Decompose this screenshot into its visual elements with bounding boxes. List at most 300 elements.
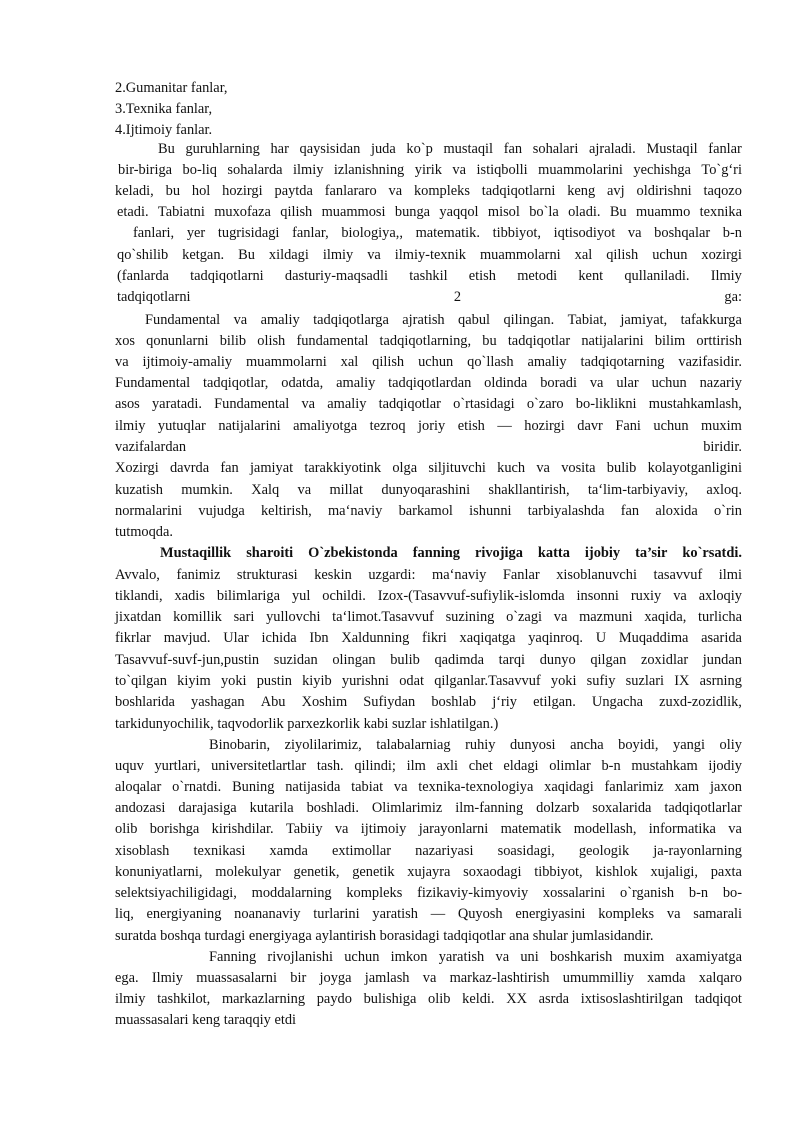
word: talabalarniag bbox=[376, 737, 451, 753]
word: mustahkamlash, bbox=[648, 396, 742, 412]
word: — bbox=[497, 418, 512, 434]
word: dunyoqarashini bbox=[381, 482, 471, 498]
word: texnika-texnologiya bbox=[418, 779, 534, 795]
word: keng bbox=[567, 183, 596, 199]
word: darajasiga bbox=[178, 800, 237, 816]
word: fan bbox=[620, 503, 640, 519]
word: va bbox=[536, 460, 550, 476]
word: Abu bbox=[260, 694, 286, 710]
word: kompleks bbox=[413, 183, 470, 199]
word: IX bbox=[674, 673, 690, 689]
word: yaratadi. bbox=[151, 396, 202, 412]
word: va bbox=[728, 821, 742, 837]
word: kiyib bbox=[302, 673, 332, 689]
word: jarayonlarni bbox=[418, 821, 489, 837]
text-line bbox=[115, 628, 742, 648]
word: yoki bbox=[550, 673, 577, 689]
word: mavjud. bbox=[163, 630, 211, 646]
word: muammolarni bbox=[479, 247, 561, 263]
word: o`rin bbox=[713, 503, 742, 519]
text-line bbox=[145, 310, 742, 330]
word: oldirishni bbox=[636, 183, 692, 199]
word: xisoblanuvchi bbox=[556, 567, 637, 583]
word: qonunlarni bbox=[146, 333, 209, 349]
word: markazlarning bbox=[221, 991, 306, 1007]
word: ko`p bbox=[406, 141, 433, 157]
word: istiqbolli bbox=[476, 162, 528, 178]
word: natijalarini bbox=[218, 418, 281, 434]
word: shakllantirish, bbox=[488, 482, 570, 498]
word: juda bbox=[370, 141, 396, 157]
word: misol bbox=[487, 204, 520, 220]
word: Mustaqil bbox=[646, 141, 698, 157]
word: aloqalar bbox=[115, 779, 162, 795]
word: uni bbox=[520, 949, 539, 965]
word: ma‘naviy bbox=[327, 503, 383, 519]
word: millat bbox=[329, 482, 364, 498]
word: matematik bbox=[500, 821, 562, 837]
word: tadqiqotarning bbox=[580, 354, 665, 370]
word: xozirgi bbox=[701, 247, 742, 263]
word: vazifalardan bbox=[115, 439, 187, 455]
word: Bu bbox=[238, 247, 255, 263]
word: mustahkam bbox=[631, 758, 698, 774]
word: moddalarning bbox=[251, 885, 332, 901]
word: markaz-lashtirish bbox=[449, 970, 550, 986]
word: fanlari, bbox=[133, 225, 175, 241]
word: tadqiqotlarning, bbox=[379, 333, 472, 349]
word: Tasavvuf-suvf-jun,pustin bbox=[115, 652, 260, 668]
word: bo`la bbox=[529, 204, 559, 220]
word: kirishdilar. bbox=[211, 821, 274, 837]
word: b-n bbox=[601, 758, 621, 774]
word: konuniyatlarni, bbox=[115, 864, 203, 880]
text-line bbox=[117, 266, 742, 286]
word: nazariy bbox=[699, 375, 742, 391]
word: qo`llash bbox=[467, 354, 514, 370]
word: yaratish bbox=[438, 949, 485, 965]
word: amaliy bbox=[336, 375, 376, 391]
word: va bbox=[393, 779, 408, 795]
word: paxta bbox=[710, 864, 742, 880]
word: ixtisoslashtirilgan bbox=[580, 991, 684, 1007]
word: muxofaza bbox=[214, 204, 271, 220]
word: fikrlar bbox=[115, 630, 151, 646]
word: soxalarida bbox=[592, 800, 652, 816]
word: j‘riy bbox=[492, 694, 517, 710]
word: va bbox=[422, 970, 437, 986]
word: fanlararo bbox=[324, 183, 377, 199]
word: va bbox=[297, 482, 312, 498]
text-line bbox=[115, 968, 742, 988]
word: fundamental bbox=[296, 333, 369, 349]
word: boshkarish bbox=[549, 949, 613, 965]
word: qilish bbox=[280, 204, 313, 220]
word: bulib bbox=[606, 460, 637, 476]
text-line bbox=[115, 501, 742, 521]
word: etilgan. bbox=[533, 694, 576, 710]
word: b-n bbox=[688, 885, 709, 901]
word: xaqidagi bbox=[544, 779, 594, 795]
word: bir bbox=[290, 970, 307, 986]
word: tadqiqotlar bbox=[378, 396, 441, 412]
word: olimlar bbox=[549, 758, 591, 774]
word: genetik, bbox=[293, 864, 340, 880]
word: orttirish bbox=[696, 333, 742, 349]
word: b-n bbox=[722, 225, 742, 241]
word: axli bbox=[436, 758, 459, 774]
word: ega. bbox=[115, 970, 139, 986]
word: ilmiy-texnik bbox=[394, 247, 466, 263]
word: xaqiqatga bbox=[459, 630, 516, 646]
word: Fani bbox=[615, 418, 641, 434]
word: suzining bbox=[445, 609, 495, 625]
word: fizikaviy-kimyoviy bbox=[417, 885, 529, 901]
word: tabiat bbox=[351, 779, 384, 795]
word: ko`rsatdi. bbox=[682, 545, 742, 561]
word: liq, bbox=[115, 906, 134, 922]
word: va bbox=[452, 162, 467, 178]
word: kishlok bbox=[595, 864, 638, 880]
word: ilmi bbox=[718, 567, 742, 583]
word: yirik bbox=[414, 162, 442, 178]
word: ja-rayonlarning bbox=[653, 843, 742, 859]
word: suzlari bbox=[625, 673, 665, 689]
word: ishunni bbox=[469, 503, 512, 519]
word: va bbox=[388, 183, 403, 199]
text-line bbox=[115, 904, 742, 924]
word: qaysisidan bbox=[299, 141, 361, 157]
word: tiklandi, bbox=[115, 588, 163, 604]
word: texnikasi bbox=[193, 843, 246, 859]
word: tadqiqotlar, bbox=[203, 375, 269, 391]
word: etish bbox=[468, 268, 496, 284]
text-line bbox=[115, 416, 742, 436]
word: qadimda bbox=[434, 652, 484, 668]
word: turlicha bbox=[698, 609, 742, 625]
word: Ungacha bbox=[591, 694, 644, 710]
word: ular bbox=[616, 375, 639, 391]
text-line bbox=[115, 756, 742, 776]
word: tash. bbox=[316, 758, 344, 774]
word: xadis bbox=[174, 588, 205, 604]
text-line bbox=[158, 139, 742, 159]
word: sufiy bbox=[586, 673, 616, 689]
word: Ilmiy bbox=[710, 268, 742, 284]
word: muammosi bbox=[321, 204, 386, 220]
word: va bbox=[115, 354, 129, 370]
word: yaqqol bbox=[439, 204, 479, 220]
text-line bbox=[115, 586, 742, 606]
word: universitetlartlar bbox=[211, 758, 307, 774]
word: jamlash bbox=[364, 970, 410, 986]
word: fan bbox=[503, 141, 523, 157]
word: ketgan. bbox=[182, 247, 225, 263]
word: Xozirgi bbox=[115, 460, 159, 476]
word: tadqiqotlarni bbox=[117, 289, 191, 305]
word: yullovchi bbox=[266, 609, 321, 625]
text-line bbox=[115, 883, 742, 903]
word: Tabiat, bbox=[567, 312, 607, 328]
word: rivojlanishi bbox=[267, 949, 333, 965]
word: sohalarda bbox=[227, 162, 283, 178]
word: biridir. bbox=[703, 439, 742, 455]
word: asos bbox=[115, 396, 140, 412]
word: jamiyat, bbox=[620, 312, 668, 328]
word: tadqiqotlarga bbox=[313, 312, 389, 328]
word: molekulyar bbox=[215, 864, 281, 880]
word: strukturasi bbox=[236, 567, 298, 583]
word: sari bbox=[233, 609, 255, 625]
word: Fundamental bbox=[145, 312, 221, 328]
word: tafakkurga bbox=[680, 312, 742, 328]
word: hol bbox=[191, 183, 211, 199]
word: tadqiqotlar bbox=[507, 333, 571, 349]
word: Ibn bbox=[309, 630, 329, 646]
text-line bbox=[115, 841, 742, 861]
word: kuch bbox=[497, 460, 526, 476]
word: Buning bbox=[232, 779, 275, 795]
word: yaratish bbox=[372, 906, 418, 922]
text-line bbox=[115, 480, 742, 500]
text-line bbox=[117, 245, 742, 265]
word: amaliy bbox=[260, 312, 300, 328]
word: yoki bbox=[220, 673, 247, 689]
word: olingan bbox=[332, 652, 376, 668]
word: genetik bbox=[352, 864, 395, 880]
word: bilib bbox=[219, 333, 247, 349]
word: etish bbox=[457, 418, 485, 434]
text-line bbox=[115, 650, 742, 670]
word: bo-liklikni bbox=[575, 396, 637, 412]
word: bilimlariga bbox=[216, 588, 280, 604]
word: yechishga bbox=[633, 162, 691, 178]
word: O`zbekistonda bbox=[308, 545, 398, 561]
word: To`g‘ri bbox=[701, 162, 742, 178]
word: Ular bbox=[223, 630, 249, 646]
word: uchun bbox=[653, 418, 689, 434]
word: fanimiz bbox=[176, 567, 221, 583]
text-line bbox=[115, 777, 742, 797]
word: kolayotganligini bbox=[647, 460, 742, 476]
word: biologiya,, bbox=[341, 225, 403, 241]
word: Binobarin, bbox=[209, 737, 271, 753]
word: XX bbox=[506, 991, 527, 1007]
word: vujudga bbox=[198, 503, 245, 519]
word: vosita bbox=[561, 460, 596, 476]
word: Sufiydan bbox=[363, 694, 416, 710]
word: o`zaro bbox=[526, 396, 564, 412]
word: to`qilgan bbox=[115, 673, 167, 689]
word: o`rganish bbox=[620, 885, 675, 901]
word: tadqiqot bbox=[694, 991, 742, 1007]
text-line bbox=[133, 223, 742, 243]
word: ilm-fanning bbox=[455, 800, 524, 816]
word: kuzatish bbox=[115, 482, 163, 498]
word: kompleks bbox=[598, 906, 655, 922]
text-line bbox=[115, 458, 742, 478]
word: va bbox=[589, 375, 604, 391]
word: amaliyotga bbox=[293, 418, 358, 434]
word: ajraladi. bbox=[589, 141, 636, 157]
word: mustaqil bbox=[443, 141, 494, 157]
text-line bbox=[115, 862, 742, 882]
word: xaqida, bbox=[644, 609, 687, 625]
word: normalarini bbox=[115, 503, 183, 519]
word: tashkilot, bbox=[157, 991, 211, 1007]
word: joriy bbox=[418, 418, 446, 434]
word: eldagi bbox=[503, 758, 539, 774]
word: zuxd-zozidlik, bbox=[659, 694, 742, 710]
text-line bbox=[115, 819, 742, 839]
word: amaliy bbox=[527, 354, 567, 370]
word: Fanlar bbox=[502, 567, 540, 583]
word: yaqinroq. bbox=[528, 630, 583, 646]
word: texnika bbox=[699, 204, 742, 220]
word: geologik bbox=[578, 843, 630, 859]
word: oldinda bbox=[484, 375, 528, 391]
word: suzidan bbox=[273, 652, 318, 668]
word: dunyosi bbox=[509, 737, 556, 753]
word: keldi. bbox=[462, 991, 495, 1007]
word: va bbox=[301, 396, 316, 412]
word: bir-biriga bbox=[118, 162, 173, 178]
text-line bbox=[115, 181, 742, 201]
word: Tabiatni bbox=[157, 204, 205, 220]
text-line bbox=[209, 947, 742, 967]
word: bulishiga bbox=[363, 991, 417, 1007]
word: boshladi. bbox=[306, 800, 359, 816]
word: o`rtasidagi bbox=[453, 396, 515, 412]
text-line bbox=[115, 565, 742, 585]
word: uchun bbox=[418, 354, 454, 370]
word: har bbox=[270, 141, 289, 157]
word: dolzarb bbox=[536, 800, 580, 816]
word: bo-liq bbox=[182, 162, 217, 178]
word: tadqiqotlarni bbox=[481, 183, 556, 199]
word: ochildi. bbox=[322, 588, 366, 604]
word: va bbox=[553, 609, 568, 625]
word: qullaniladi. bbox=[624, 268, 690, 284]
word: axamiyatga bbox=[675, 949, 742, 965]
text-line bbox=[115, 352, 742, 372]
word: imkon bbox=[390, 949, 428, 965]
word: xisoblash bbox=[115, 843, 170, 859]
word: energiyaning bbox=[146, 906, 222, 922]
word: Xaldunning bbox=[341, 630, 410, 646]
word: qilgan bbox=[590, 652, 627, 668]
text-line bbox=[115, 373, 742, 393]
word: kutarila bbox=[249, 800, 294, 816]
word: ilmiy bbox=[115, 418, 146, 434]
text-line: tarkidunyochilik, taqvodorlik parxezkorlik kabi suzlar ishlatilgan.) bbox=[115, 716, 499, 732]
word: (fanlarda bbox=[117, 268, 169, 284]
word: sharoiti bbox=[246, 545, 294, 561]
word: guruhlarning bbox=[185, 141, 260, 157]
word: matematik. bbox=[415, 225, 480, 241]
word: asrning bbox=[699, 673, 742, 689]
word: olga bbox=[392, 460, 418, 476]
word: natijalarini bbox=[581, 333, 644, 349]
word: tasavvuf bbox=[653, 567, 703, 583]
word: qilish bbox=[606, 247, 639, 263]
text-line bbox=[115, 671, 742, 691]
word: uchun bbox=[344, 949, 380, 965]
word: davrda bbox=[169, 460, 210, 476]
word: Bu bbox=[158, 141, 175, 157]
word: komillik bbox=[173, 609, 222, 625]
word: katta bbox=[537, 545, 570, 561]
word: keltirish, bbox=[260, 503, 312, 519]
word: tadqiqotlarni bbox=[190, 268, 264, 284]
word: yurtlari, bbox=[154, 758, 201, 774]
word: qilindi; bbox=[354, 758, 396, 774]
word: siljituvchi bbox=[428, 460, 486, 476]
word: olish bbox=[257, 333, 286, 349]
text-line bbox=[117, 287, 742, 307]
word: tashkil bbox=[409, 268, 448, 284]
word: mazmuni bbox=[579, 609, 633, 625]
word: bunga bbox=[394, 204, 431, 220]
word: zoxidlar bbox=[640, 652, 689, 668]
word: davr bbox=[577, 418, 603, 434]
text-line bbox=[209, 735, 742, 755]
word: muammolarni bbox=[245, 354, 327, 370]
word: ilmiy bbox=[293, 162, 324, 178]
word: modellash, bbox=[573, 821, 637, 837]
word: noananaviy bbox=[234, 906, 301, 922]
text-line bbox=[115, 331, 742, 351]
word: Fanning bbox=[209, 949, 257, 965]
word: paytda bbox=[274, 183, 313, 199]
text-line bbox=[115, 607, 742, 627]
word: bilim bbox=[654, 333, 686, 349]
word: ta‘lim-tarbiyaviy, bbox=[587, 482, 689, 498]
word: tarqi bbox=[498, 652, 526, 668]
word: Xalq bbox=[251, 482, 280, 498]
word: tarakkiyotink bbox=[304, 460, 382, 476]
word: bu bbox=[165, 183, 181, 199]
text-line: suratda boshqa turdagi energiyaga aylantirish borasidagi tadqiqotlar ana shular jumlasidandir. bbox=[115, 928, 654, 944]
text-line bbox=[115, 437, 742, 457]
word: chet bbox=[468, 758, 493, 774]
word: Fundamental bbox=[214, 396, 290, 412]
word: ruxiy bbox=[630, 588, 662, 604]
word: va bbox=[627, 225, 642, 241]
word: aloxida bbox=[655, 503, 698, 519]
word: Muqaddima bbox=[618, 630, 689, 646]
word: o`zagi bbox=[506, 609, 543, 625]
word: ta’sir bbox=[635, 545, 668, 561]
word: izlanishning bbox=[333, 162, 405, 178]
word: pustin bbox=[256, 673, 292, 689]
word: va bbox=[495, 949, 510, 965]
word: qabul bbox=[458, 312, 491, 328]
word: fikri bbox=[422, 630, 447, 646]
word: bo- bbox=[722, 885, 742, 901]
word: vazifasidir. bbox=[678, 354, 742, 370]
word: Quyosh bbox=[457, 906, 503, 922]
word: xos bbox=[115, 333, 135, 349]
word: muammolarini bbox=[538, 162, 623, 178]
word: tadqiqotlarlar bbox=[664, 800, 742, 816]
word: muxim bbox=[623, 949, 665, 965]
word: xamda bbox=[647, 970, 686, 986]
word: muxim bbox=[701, 418, 742, 434]
word: o`rnatdi. bbox=[172, 779, 222, 795]
word: boshlarida bbox=[115, 694, 175, 710]
word: Xoshim bbox=[301, 694, 348, 710]
